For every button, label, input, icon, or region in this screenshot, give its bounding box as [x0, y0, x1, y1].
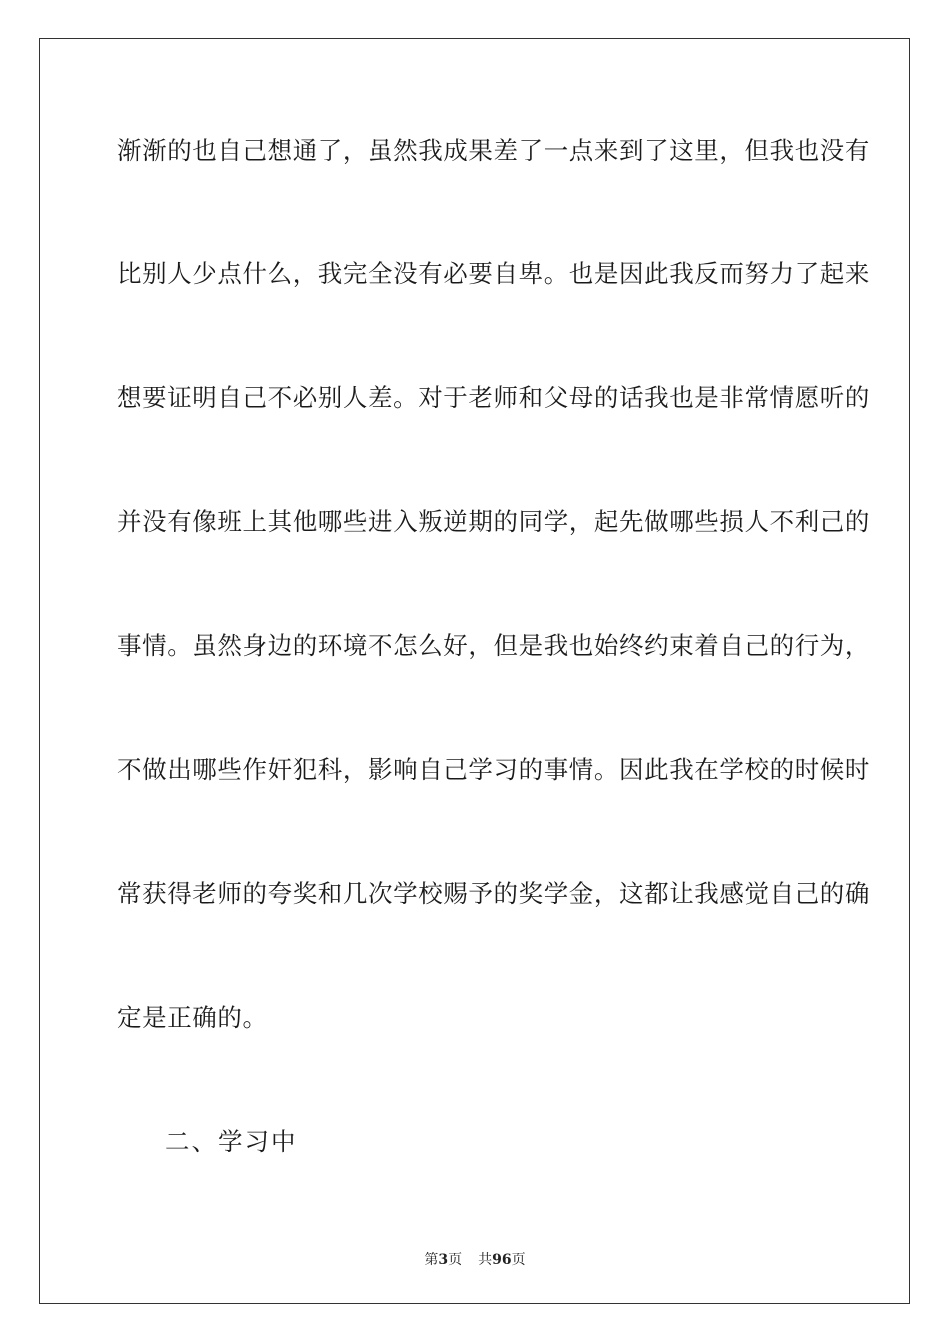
paragraph-line-2: 比别人少点什么，我完全没有必要自卑。也是因此我反而努力了起来	[117, 259, 870, 288]
footer-total-pages: 96	[492, 1252, 512, 1268]
paragraph-line-7: 常获得老师的夸奖和几次学校赐予的奖学金，这都让我感觉自己的确	[117, 879, 870, 908]
paragraph-line-8: 定是正确的。	[117, 1003, 268, 1032]
page-footer	[0, 1249, 950, 1269]
paragraph-line-3: 想要证明自己不必别人差。对于老师和父母的话我也是非常情愿听的	[117, 383, 870, 412]
page-border	[39, 38, 910, 1304]
footer-page-suffix: 页	[448, 1252, 463, 1268]
paragraph-line-4: 并没有像班上其他哪些进入叛逆期的同学，起先做哪些损人不利己的	[117, 507, 870, 536]
section-heading: 二、学习中	[165, 1127, 298, 1156]
footer-page-prefix: 第	[424, 1252, 439, 1268]
paragraph-line-5: 事情。虽然身边的环境不怎么好，但是我也始终约束着自己的行为，	[117, 631, 870, 660]
footer-total-suffix: 页	[511, 1252, 526, 1268]
footer-page-number: 3	[438, 1252, 449, 1268]
paragraph-line-1: 渐渐的也自己想通了，虽然我成果差了一点来到了这里，但我也没有	[117, 136, 870, 165]
paragraph-line-6: 不做出哪些作奸犯科，影响自己学习的事情。因此我在学校的时候时	[117, 755, 870, 784]
footer-total-prefix: 共	[478, 1252, 493, 1268]
